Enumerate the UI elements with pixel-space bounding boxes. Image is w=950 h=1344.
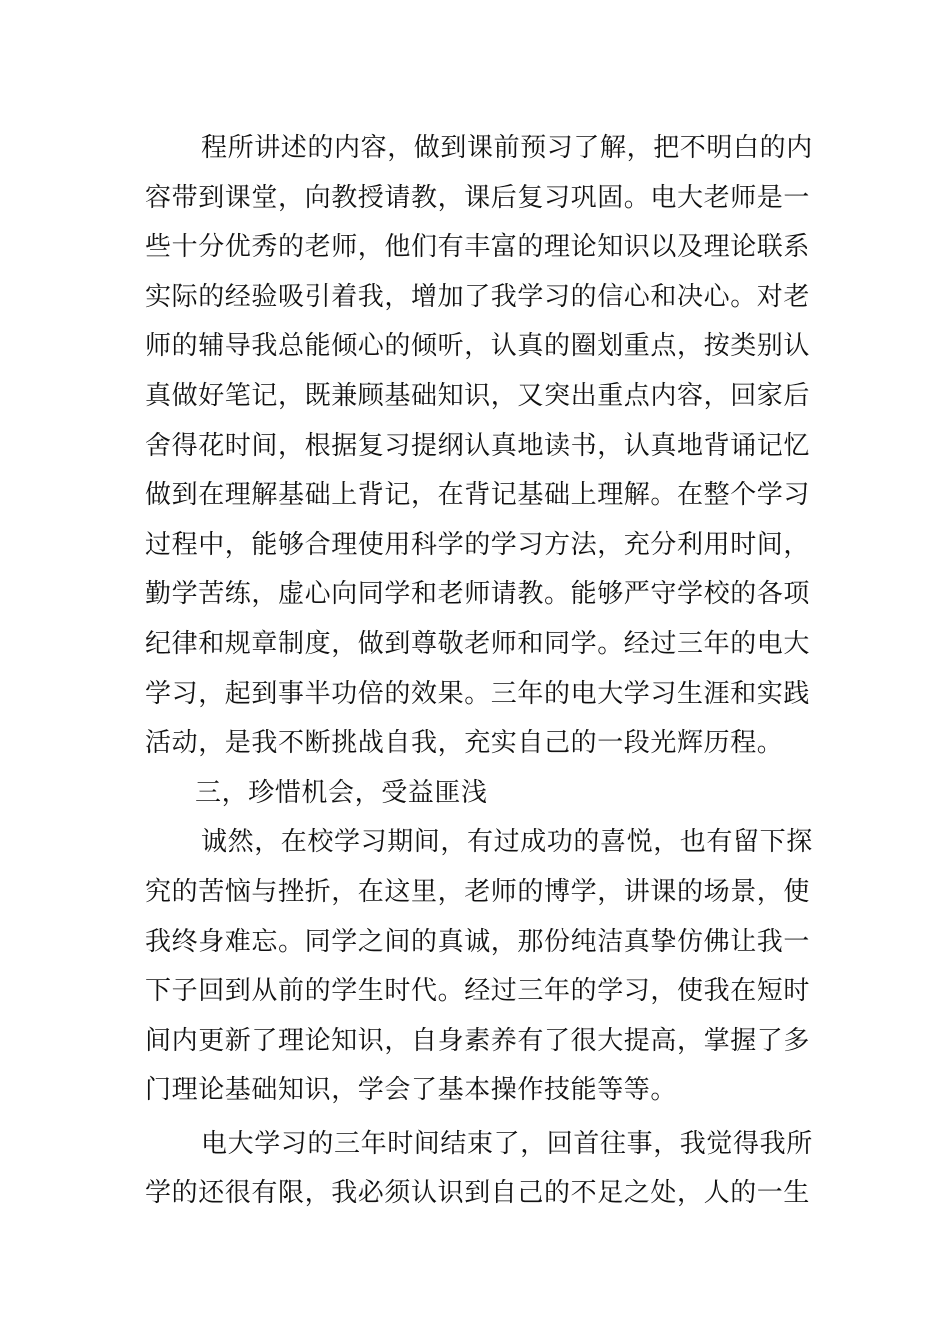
paragraph-line: 电大学习的三年时间结束了，回首往事，我觉得我所: [201, 1128, 813, 1159]
paragraph-line: 过程中，能够合理使用科学的学习方法，充分利用时间，: [145, 529, 811, 560]
paragraph-line: 诚然，在校学习期间，有过成功的喜悦，也有留下探: [201, 827, 813, 858]
paragraph-line: 舍得花时间，根据复习提纲认真地读书，认真地背诵记忆: [145, 430, 811, 461]
paragraph-line: 真做好笔记，既兼顾基础知识，又突出重点内容，回家后: [145, 380, 811, 411]
paragraph-line: 学的还很有限，我必须认识到自己的不足之处，人的一生: [145, 1178, 811, 1209]
section-heading: 三，珍惜机会，受益匪浅: [195, 777, 488, 808]
paragraph: [145, 1120, 813, 1219]
paragraph-line: 活动，是我不断挑战自我，充实自己的一段光辉历程。: [145, 728, 784, 759]
paragraph: [145, 124, 813, 769]
paragraph-line: 间内更新了理论知识，自身素养有了很大提高，掌握了多: [145, 1025, 811, 1056]
paragraph-line: 容带到课堂，向教授请教，课后复习巩固。电大老师是一: [145, 182, 811, 213]
paragraph-line: 学习，起到事半功倍的效果。三年的电大学习生涯和实践: [145, 678, 811, 709]
paragraph-line: 些十分优秀的老师，他们有丰富的理论知识以及理论联系: [145, 232, 811, 263]
paragraph-line: 做到在理解基础上背记，在背记基础上理解。在整个学习: [145, 480, 811, 511]
paragraph-line: 究的苦恼与挫折，在这里，老师的博学，讲课的场景，使: [145, 876, 811, 907]
paragraph-line: 我终身难忘。同学之间的真诚，那份纯洁真挚仿佛让我一: [145, 926, 811, 957]
paragraph-line: 程所讲述的内容，做到课前预习了解，把不明白的内: [201, 133, 813, 163]
paragraph: [145, 818, 813, 1116]
paragraph-line: 纪律和规章制度，做到尊敬老师和同学。经过三年的电大: [145, 628, 811, 659]
paragraph-line: 下子回到从前的学生时代。经过三年的学习，使我在短时: [145, 976, 811, 1007]
paragraph-line: 门理论基础知识，学会了基本操作技能等等。: [145, 1075, 678, 1106]
paragraph-line: 师的辅导我总能倾心的倾听，认真的圈划重点，按类别认: [145, 331, 811, 362]
document-body: [145, 124, 813, 1219]
paragraph-line: 勤学苦练，虚心向同学和老师请教。能够严守学校的各项: [145, 579, 811, 610]
paragraph-line: 实际的经验吸引着我，增加了我学习的信心和决心。对老: [145, 281, 811, 312]
